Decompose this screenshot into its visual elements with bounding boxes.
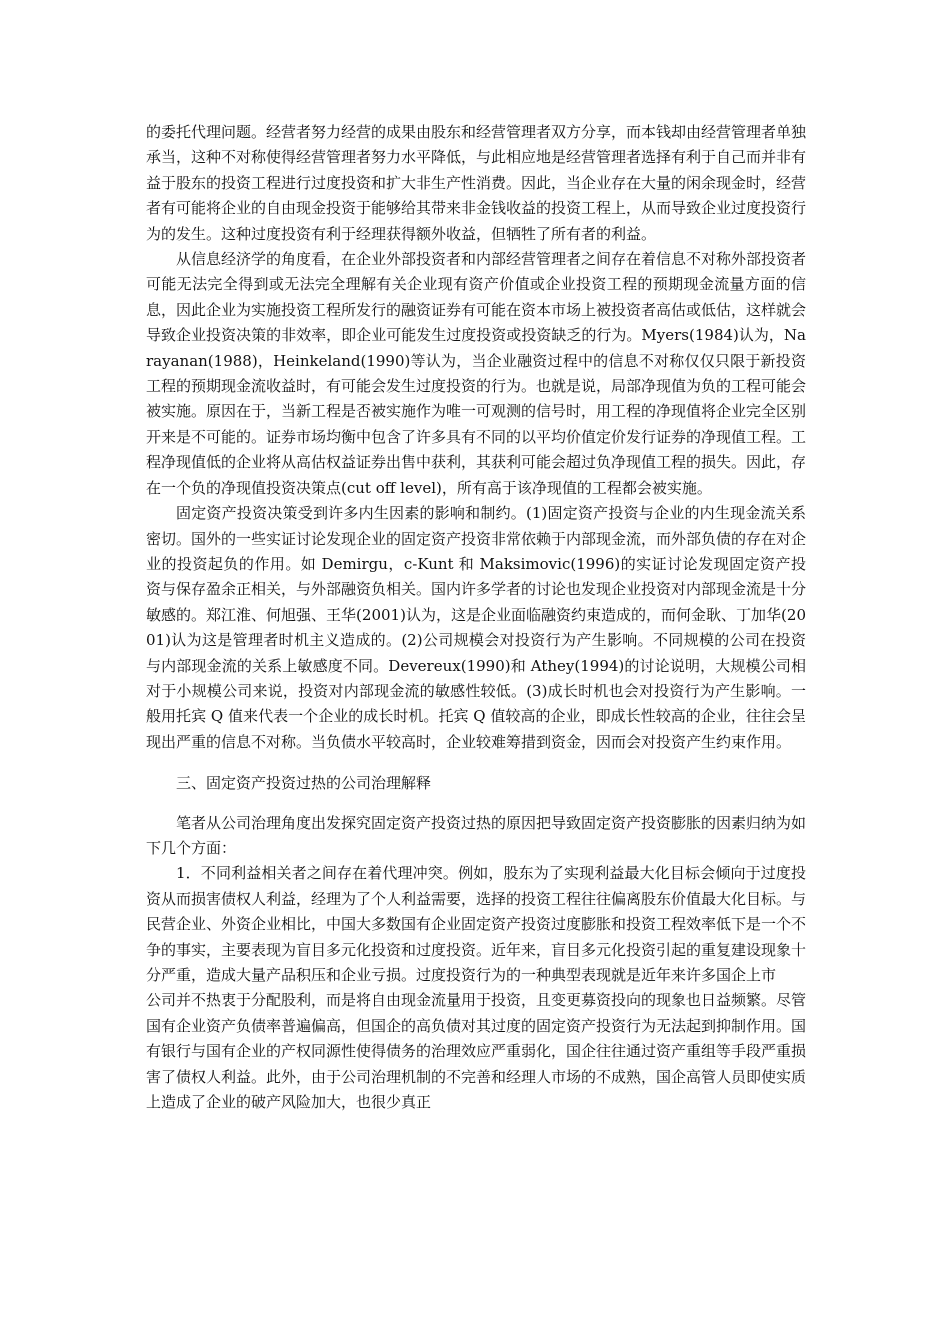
paragraph-information-economics: 从信息经济学的角度看，在企业外部投资者和内部经营管理者之间存在着信息不对称外部投资者可能无法完全得到或无法完全理解有关企业现有资产价值或企业投资工程的预期现金流量方面的信息，因此企业为实施投资工程所发行的融资证券有可能在资本市场上被投资者高估或低估，这样就会导致企业投资决策的非效率，即企业可能发生过度投资或投资缺乏的行为。Myers(1984)认为，Narayanan(1988)，Heinkeland(1990)等认为，当企业融资过程中的信息不对称仅仅只限于新投资工程的预期现金流收益时，有可能会发生过度投资的行为。也就是说，局部净现值为负的工程可能会被实施。原因在于，当新工程是否被实施作为唯一可观测的信号时，用工程的净现值将企业完全区别开来是不可能的。证券市场均衡中包含了许多具有不同的以平均价值定价发行证券的净现值工程。工程净现值低的企业将从高估权益证券出售中获利，其获利可能会超过负净现值工程的损失。因此，存在一个负的净现值投资决策点(cut off level)，所有高于该净现值的工程都会被实施。: [146, 250, 807, 497]
paragraph-internal-factors: 固定资产投资决策受到许多内生因素的影响和制约。(1)固定资产投资与企业的内生现金流关系密切。国外的一些实证讨论发现企业的固定资产投资非常依赖于内部现金流，而外部负债的存在对企业的投资起负的作用。如 Demirgu，c-Kunt 和 Maksimovic(1996)的实证讨论发现固定资产投资与保存盈余正相关，与外部融资负相关。国内许多学者的讨论也发现企业投资对内部现金流是十分敏感的。郑江淮、何旭强、王华(2001)认为，这是企业面临融资约束造成的，而何金耿、丁加华(2001)认为这是管理者时机主义造成的。(2)公司规模会对投资行为产生影响。不同规模的公司在投资与内部现金流的关系上敏感度不同。Devereux(1990)和 Athey(1994)的讨论说明，大规模公司相对于小规模公司来说，投资对内部现金流的敏感性较低。(3)成长时机也会对投资行为产生影响。一般用托宾 Q 值来代表一个企业的成长时机。托宾 Q 值较高的企业，即成长性较高的企业，往往会呈现出严重的信息不对称。当负债水平较高时，企业较难筹措到资金，因而会对投资产生约束作用。: [146, 504, 807, 751]
paragraph-introduction-factors: 笔者从公司治理角度出发探究固定资产投资过热的原因把导致固定资产投资膨胀的因素归纳为如下几个方面：: [146, 813, 807, 857]
document-page: [146, 120, 806, 1115]
paragraph-factor-1: 1．不同利益相关者之间存在着代理冲突。例如，股东为了实现利益最大化目标会倾向于过度投资从而损害债权人利益，经理为了个人利益需要，选择的投资工程往往偏离股东价值最大化目标。与民营企业、外资企业相比，中国大多数国有企业固定资产投资过度膨胀和投资工程效率低下是一个不争的事实，主要表现为盲目多元化投资和过度投资。近年来，盲目多元化投资引起的重复建设现象十分严重，造成大量产品积压和企业亏损。过度投资行为的一种典型表现就是近年来许多国企上市: [146, 864, 807, 984]
paragraph-agency-problem: 的委托代理问题。经营者努力经营的成果由股东和经营管理者双方分享，而本钱却由经营管理者单独承当，这种不对称使得经营管理者努力水平降低，与此相应地是经营管理者选择有利于自己而并非有益于股东的投资工程进行过度投资和扩大非生产性消费。因此，当企业存在大量的闲余现金时，经营者有可能将企业的自由现金投资于能够给其带来非金钱收益的投资工程上，从而导致企业过度投资行为的发生。这种过度投资有利于经理获得额外收益，但牺牲了所有者的利益。: [146, 123, 807, 243]
paragraph-factor-1-continued: 公司并不热衷于分配股利，而是将自由现金流量用于投资，且变更募资投向的现象也日益频繁。尽管国有企业资产负债率普遍偏高，但国企的高负债对其过度的固定资产投资行为无法起到抑制作用。国有银行与国有企业的产权同源性使得债务的治理效应严重弱化，国企往往通过资产重组等手段严重损害了债权人利益。此外，由于公司治理机制的不完善和经理人市场的不成熟，国企高管人员即使实质上造成了企业的破产风险加大，也很少真正: [146, 991, 807, 1112]
section-heading: 三、固定资产投资过热的公司治理解释: [176, 774, 432, 793]
